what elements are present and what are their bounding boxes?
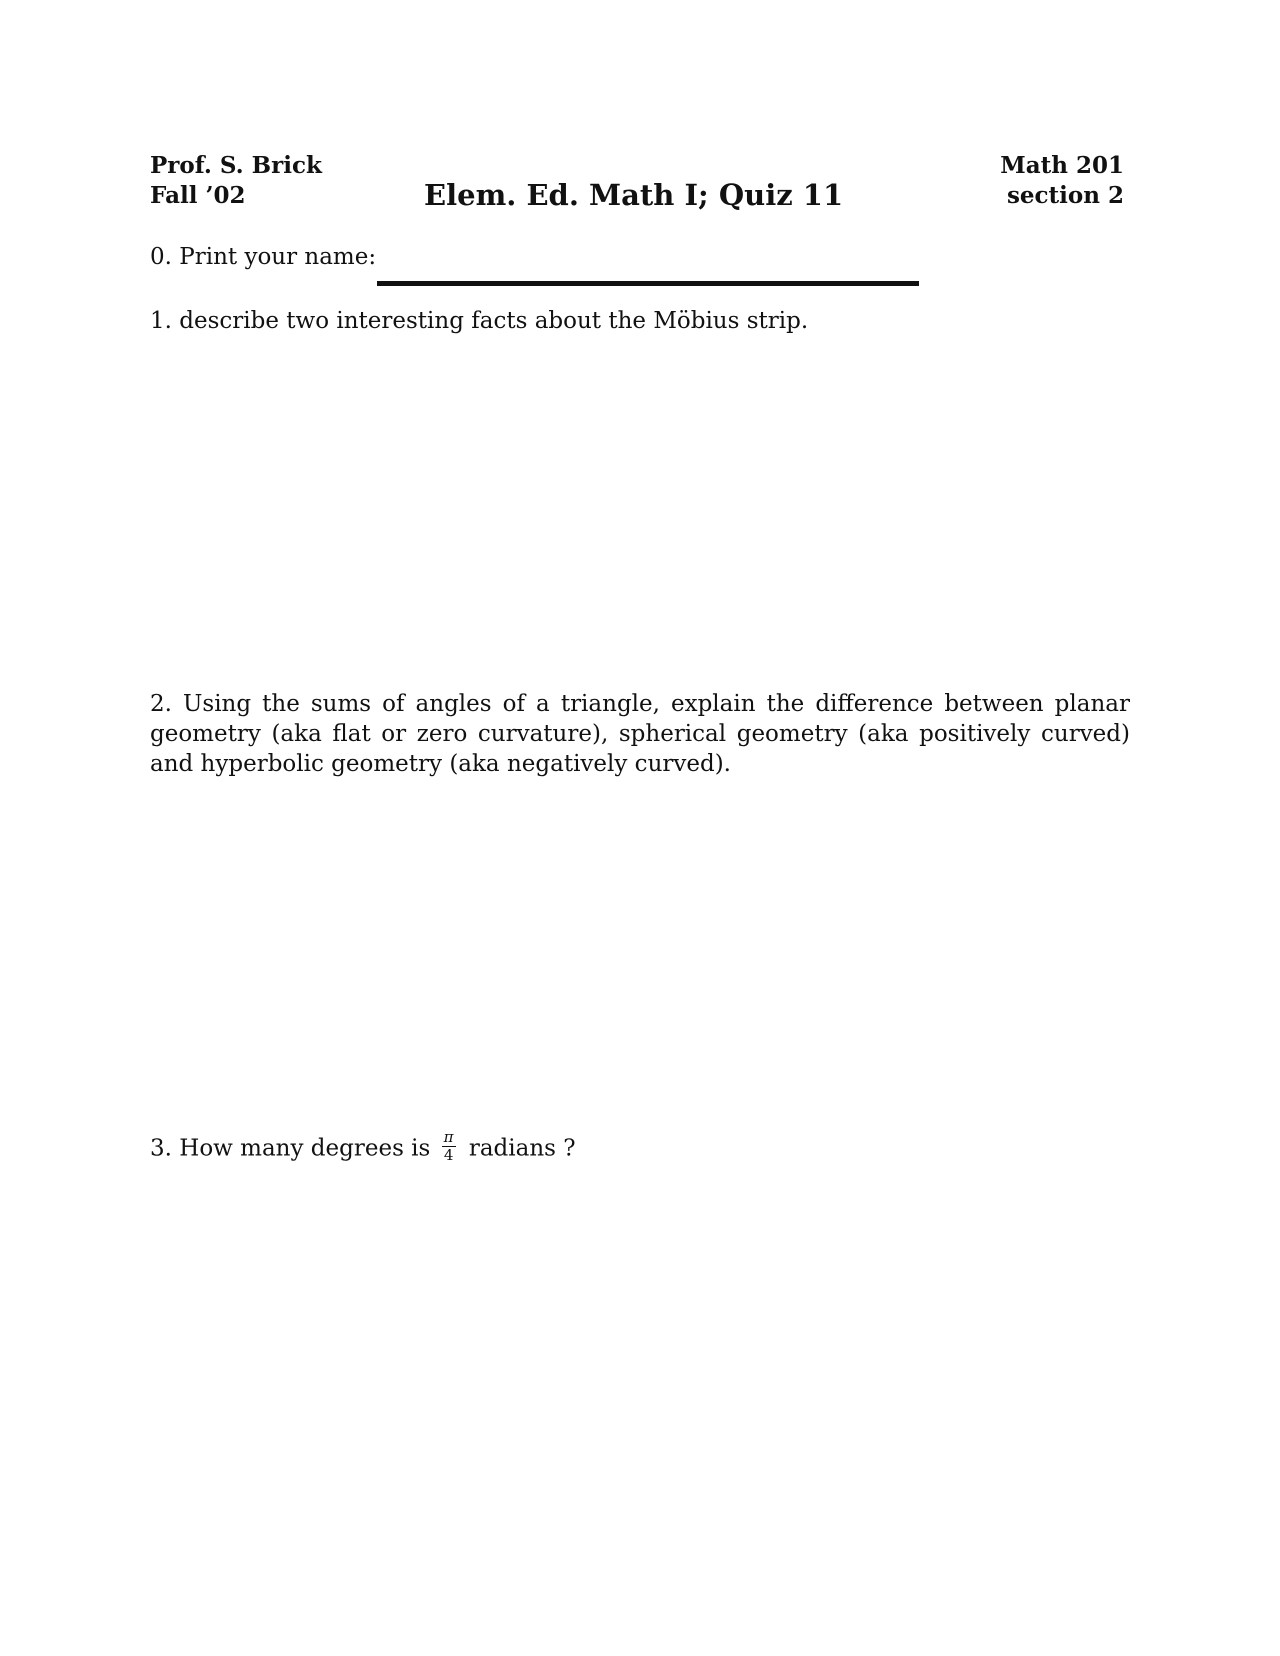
question-3 — [150, 1128, 576, 1166]
question-2: 2. Using the sums of angles of a triangle, explain the difference between planar geometry (aka flat or zero curvature), spherical geometry (aka positively curved) and hyperbolic geometry (aka negatively curved). — [150, 691, 1130, 777]
name-answer-line[interactable] — [377, 281, 919, 286]
section-number: section 2 — [1006, 182, 1124, 209]
course-number: Math 201 — [1000, 152, 1124, 179]
header-right — [1000, 151, 1124, 211]
question-3-text-after: radians ? — [468, 1135, 576, 1162]
quiz-title: Elem. Ed. Math I; Quiz 11 — [424, 178, 844, 212]
question-3-text-before: 3. How many degrees is — [150, 1135, 431, 1162]
professor-name: Prof. S. Brick — [150, 152, 322, 179]
header-left — [150, 151, 322, 211]
pi-over-four-fraction — [442, 1130, 456, 1163]
question-1: 1. describe two interesting facts about the Möbius strip. — [150, 308, 809, 334]
fraction-denominator: 4 — [443, 1146, 454, 1164]
term: Fall ’02 — [150, 182, 246, 209]
question-0: 0. Print your name: — [150, 244, 377, 270]
fraction-numerator: π — [443, 1128, 454, 1146]
